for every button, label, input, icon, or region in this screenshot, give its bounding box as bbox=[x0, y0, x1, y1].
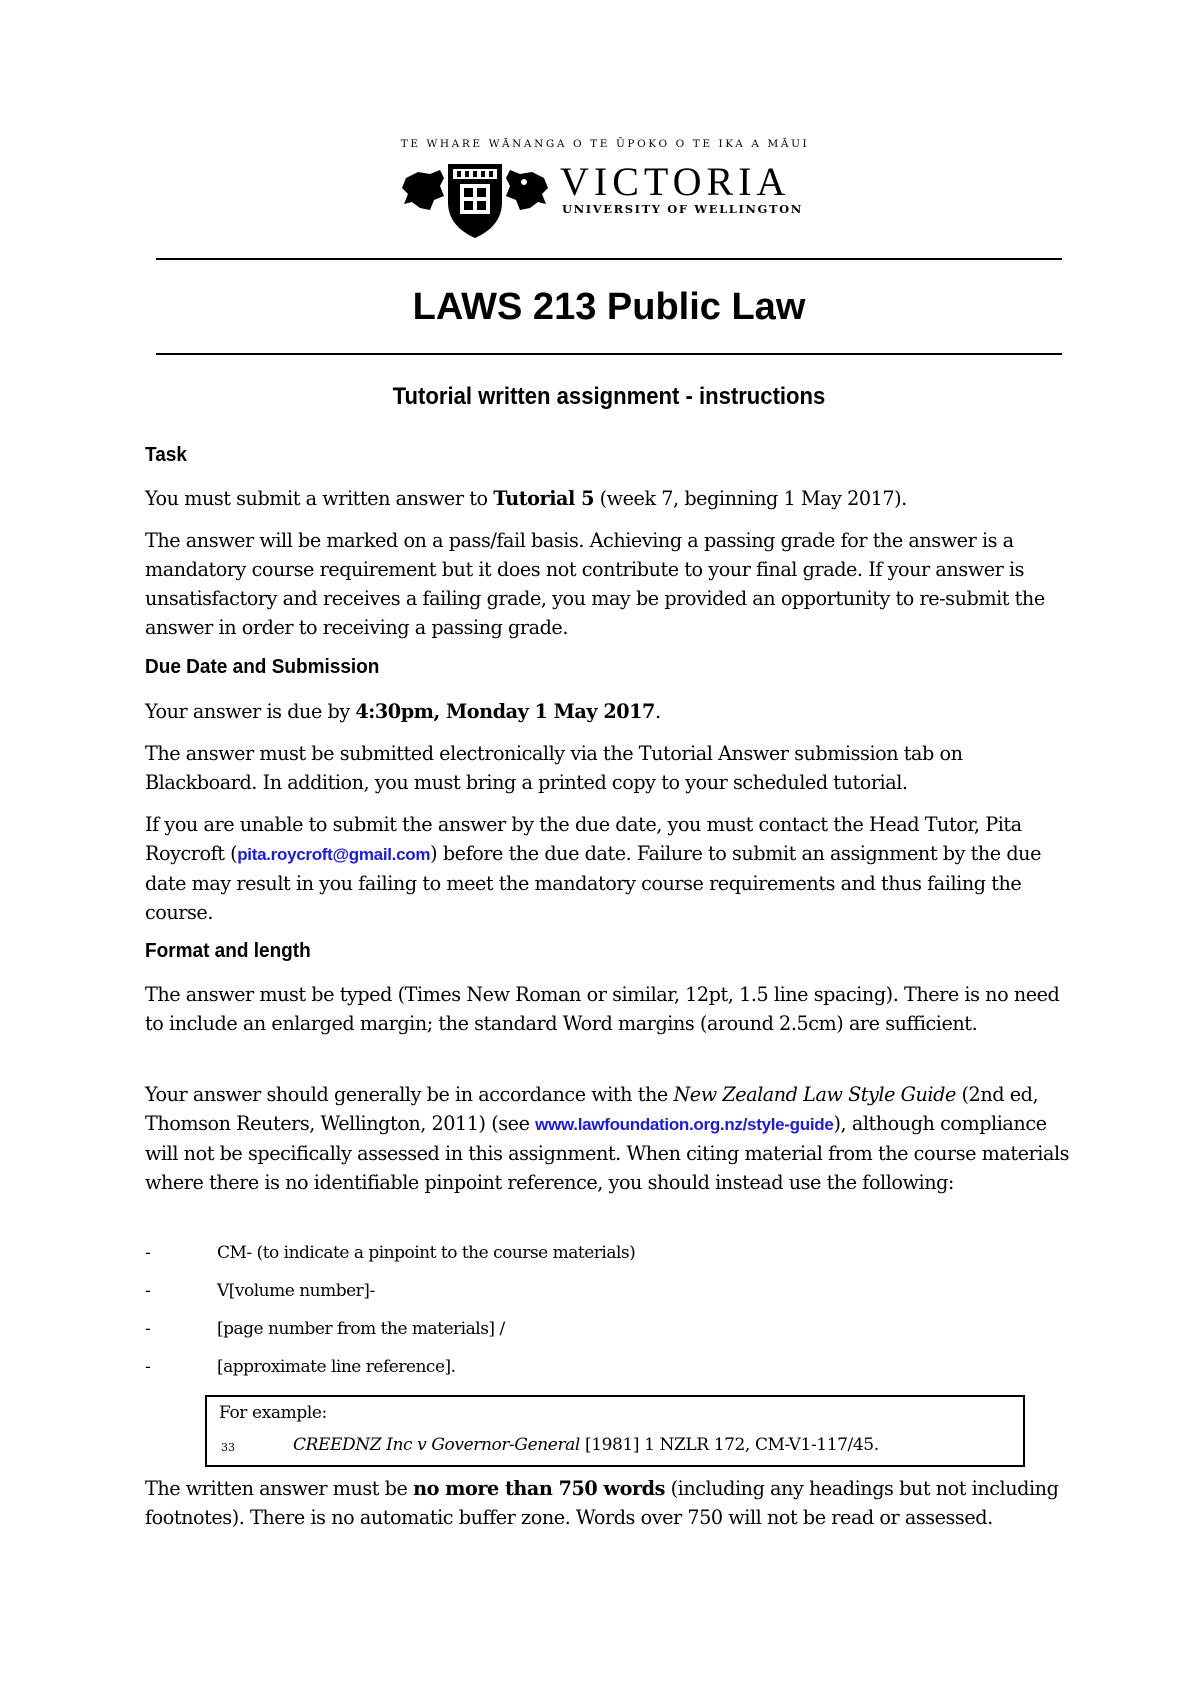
due-paragraph-2: The answer must be submitted electronically via the Tutorial Answer submission tab on Blackboard. In addition, you must bring a printed copy to your scheduled tutorial. bbox=[145, 742, 963, 794]
logo-subline: UNIVERSITY OF WELLINGTON bbox=[562, 202, 803, 216]
citation-example-box bbox=[205, 1395, 1025, 1467]
footnote-number: 33 bbox=[221, 1441, 235, 1454]
due-paragraph-1: Your answer is due by 4:30pm, Monday 1 May 2017. bbox=[145, 700, 661, 723]
page-subtitle: Tutorial written assignment - instructions bbox=[392, 383, 826, 410]
format-paragraph-1: The answer must be typed (Times New Roman or similar, 12pt, 1.5 line spacing). There is no need to include an enlarged margin; the standard Word margins (around 2.5cm) are sufficient. bbox=[145, 983, 1060, 1035]
university-logo bbox=[400, 138, 810, 238]
example-citation: CREEDNZ Inc v Governor-General [1981] 1 NZLR 172, CM-V1-117/45. bbox=[293, 1435, 879, 1455]
logo-name: VICTORIA bbox=[560, 159, 791, 204]
crest-icon bbox=[400, 152, 550, 242]
example-label: For example: bbox=[219, 1403, 327, 1423]
format-heading: Format and length bbox=[145, 940, 311, 962]
task-heading: Task bbox=[145, 444, 187, 466]
top-rule bbox=[156, 258, 1062, 260]
email-link[interactable]: pita.roycroft@gmail.com bbox=[237, 845, 431, 864]
format-paragraph-2: Your answer should generally be in accordance with the New Zealand Law Style Guide (2nd ed, Thomson Reuters, Wellington, 2011) (see www.lawfoundation.org.nz/style-guide), although compliance will not be specifically assessed in this assignment. When citing material from the course materials where there is no identifiable pinpoint reference, you should instead use the following: bbox=[145, 1083, 1070, 1194]
style-guide-title: New Zealand Law Style Guide bbox=[673, 1083, 956, 1106]
title-rule bbox=[156, 353, 1062, 355]
due-paragraph-3: If you are unable to submit the answer by the due date, you must contact the Head Tutor, Pita Roycroft (pita.roycroft@gmail.com) before the due date. Failure to submit an assignment by the due date may result in you failing to meet the mandatory course requirements and thus failing the course. bbox=[145, 813, 1041, 924]
page-title: LAWS 213 Public Law bbox=[412, 286, 806, 328]
style-guide-link[interactable]: www.lawfoundation.org.nz/style-guide bbox=[535, 1115, 834, 1134]
logo-maori-line: TE WHARE WĀNANGA O TE ŪPOKO O TE IKA A MĀUI bbox=[400, 138, 810, 150]
document-page: TE WHARE WĀNANGA O TE ŪPOKO O TE IKA A MĀUI VICTORIA UNIVERSITY OF WELLINGTON LAWS 213 Public Law Tutorial written assignment - instructions Task You must submit a written answer to Tutorial 5 (week 7, beginning 1 May 2017). The answer will be marked on a pass/fail basis. Achieving a passing grade for the answer is a mandatory course requirement but it does not contribute to your final grade. If your answer is unsatisfactory and receives a failing grade, you may be provided an opportunity to re-submit the answer in order to receiving a passing grade. Due Date and Submission Your answer is due by 4:30pm, Monday 1 May 2017. The answer must be submitted electronically via the Tutorial Answer submission tab on Blackboard. In addition, you must bring a printed copy to your scheduled tutorial. If you are unable to submit the answer by the due date, you must contact the Head Tutor, Pita Roycroft (pita.roycroft@gmail.com) before the due date. Failure to submit an assignment by the due date may result in you failing to meet the mandatory course requirements and thus failing the course. Format and length The answer must be typed (Times New Roman or similar, 12pt, 1.5 line spacing). There is no need to include an enlarged margin; the standard Word margins (around 2.5cm) are sufficient. Your answer should generally be in accordance with the New Zealand Law Style Guide (2nd ed, Thomson Reuters, Wellington, 2011) (see www.lawfoundation.org.nz/style-guide), although compliance will not be specifically assessed in this assignment. When citing material from the course materials where there is no identifiable pinpoint reference, you should instead use the following: - CM- (to indicate a pinpoint to the course materials) - V[volume number]- - [page number from the materials] / - [approximate line reference]. For example: 33 CREEDNZ Inc v Governor-General [1981] 1 NZLR 172, CM-V1-117/45. The written answer must be no more than 750 words (including any headings but not including footnotes). There is no automatic buffer zone. Words over 750 will not be read or assessed. bbox=[0, 0, 1200, 1698]
task-paragraph-2: The answer will be marked on a pass/fail basis. Achieving a passing grade for the answer is a mandatory course requirement but it does not contribute to your final grade. If your answer is unsatisfactory and receives a failing grade, you may be provided an opportunity to re-submit the answer in order to receiving a passing grade. bbox=[145, 529, 1045, 639]
due-datetime: 4:30pm, Monday 1 May 2017 bbox=[355, 700, 655, 723]
format-paragraph-3: The written answer must be no more than 750 words (including any headings but not including footnotes). There is no automatic buffer zone. Words over 750 will not be read or assessed. bbox=[145, 1477, 1059, 1529]
due-heading: Due Date and Submission bbox=[145, 656, 380, 678]
word-limit: no more than 750 words bbox=[413, 1477, 665, 1500]
task-paragraph-1: You must submit a written answer to Tutorial 5 (week 7, beginning 1 May 2017). bbox=[145, 487, 907, 510]
tutorial-number: Tutorial 5 bbox=[493, 487, 594, 510]
